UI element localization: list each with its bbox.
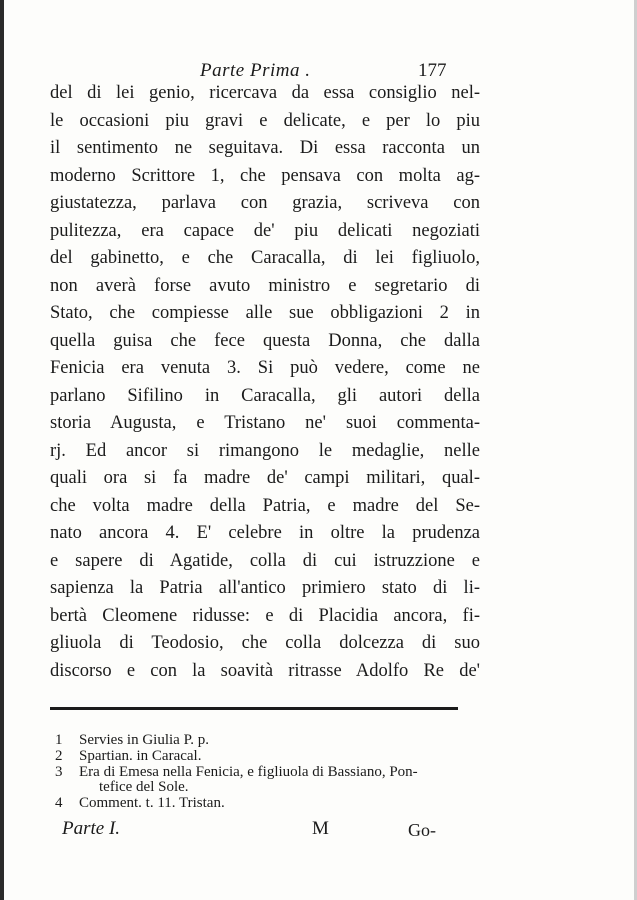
text-line: discorso e con la soavità ritrasse Adolfo Re de' <box>50 660 480 681</box>
text-line: e sapere di Agatide, colla di cui istruzzione e <box>50 550 480 571</box>
text-line: del gabinetto, e che Caracalla, di lei figliuolo, <box>50 248 480 268</box>
page-footer <box>0 818 637 848</box>
text-line: quali ora si fa madre de' campi militari, qual- <box>50 468 480 488</box>
text-line: parlano Sifilino in Caracalla, gli autori della <box>50 385 480 406</box>
footnote <box>55 733 475 749</box>
footnote-text: Servies in Giulia P. p. <box>79 732 209 748</box>
text-line: bertà Cleomene ridusse: e di Placidia ancora, fi- <box>50 605 480 626</box>
text-line: quella guisa che fece questa Donna, che dalla <box>50 330 480 351</box>
footnote-number: 4 <box>55 795 63 812</box>
footnote-rule <box>50 707 458 710</box>
text-line: Stato, che compiesse alle sue obbligazioni 2 in <box>50 303 480 323</box>
text-line: rj. Ed ancor si rimangono le medaglie, nelle <box>50 440 480 461</box>
footnote-number: 1 <box>55 732 63 748</box>
footnote-text: Comment. t. 11. Tristan. <box>79 795 225 812</box>
footnote-number: 2 <box>55 747 63 764</box>
text-line: Fenicia era venuta 3. Si può vedere, come ne <box>50 358 480 378</box>
text-line: del di lei genio, ricercava da essa consiglio nel- <box>50 83 480 103</box>
catchword: Go- <box>408 820 436 840</box>
footnote-text: Era di Emesa nella Fenicia, e figliuola di Bassiano, Pon- <box>79 763 418 780</box>
footnote <box>55 749 475 765</box>
text-line: le occasioni piu gravi e delicate, e per lo piu <box>50 110 480 131</box>
signature-mark: M <box>312 818 329 839</box>
text-line: che volta madre della Patria, e madre del Se- <box>50 495 480 516</box>
footnote-number: 3 <box>55 763 63 780</box>
text-line: moderno Scrittore 1, che pensava con molta ag- <box>50 165 480 186</box>
footnote <box>55 796 475 812</box>
footnotes <box>55 733 475 812</box>
text-line: il sentimento ne seguitava. Di essa racconta un <box>50 138 480 158</box>
body-text <box>50 80 480 685</box>
page-edge-shadow <box>0 0 4 900</box>
text-line: gliuola di Teodosio, che colla dolcezza di suo <box>50 633 480 653</box>
text-line: giustatezza, parlava con grazia, scriveva con <box>50 193 480 213</box>
footnote <box>55 765 475 781</box>
text-line: storia Augusta, e Tristano ne' suoi commenta- <box>50 413 480 433</box>
page-number: 177 <box>418 60 447 81</box>
footer-part-label: Parte I. <box>62 818 121 839</box>
text-line: sapienza la Patria all'antico primiero stato di li- <box>50 578 480 598</box>
text-line: nato ancora 4. E' celebre in oltre la prudenza <box>50 523 480 543</box>
running-head: Parte Prima . <box>200 60 311 81</box>
text-line: pulitezza, era capace de' piu delicati negoziati <box>50 220 480 241</box>
footnote-continuation: tefice del Sole. <box>99 779 189 796</box>
footnote-text: Spartian. in Caracal. <box>79 747 202 764</box>
text-line: non averà forse avuto ministro e segretario di <box>50 275 480 296</box>
